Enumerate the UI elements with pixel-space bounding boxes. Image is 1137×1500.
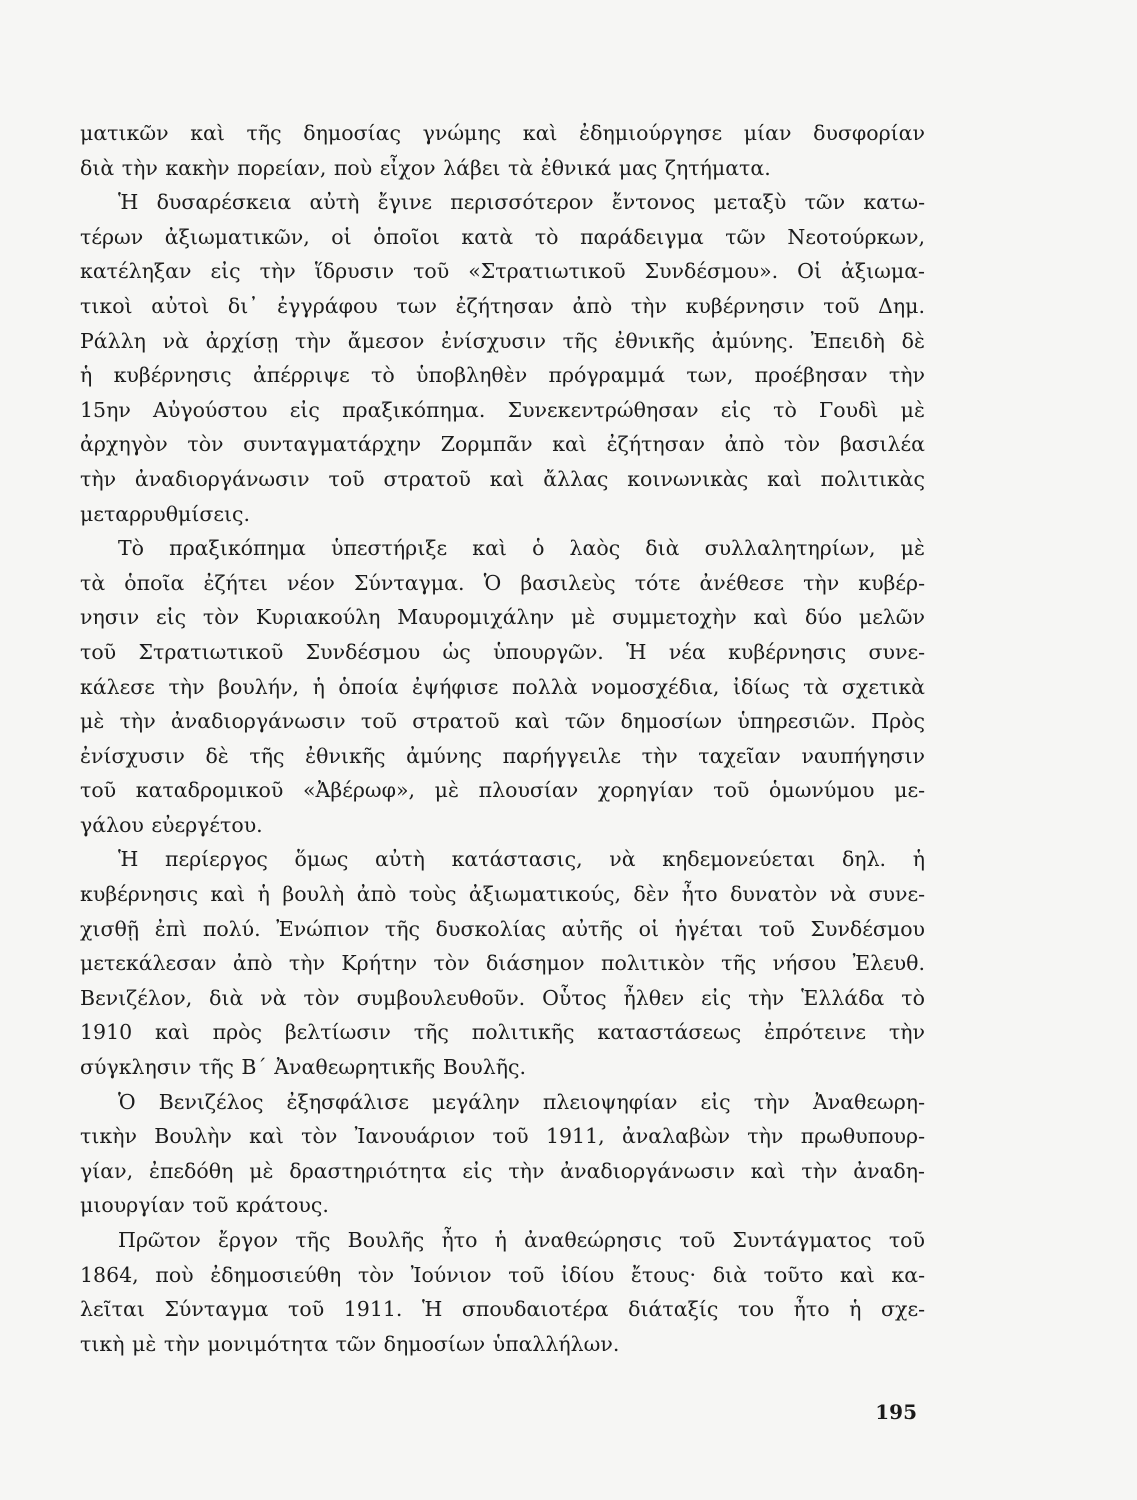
text-line: Ἡ δυσαρέσκεια αὐτὴ ἔγινε περισσότερον ἔντονος μεταξὺ τῶν κατω- [118,190,925,215]
text-line: τικὴ μὲ τὴν μονιμότητα τῶν δημοσίων ὑπαλλήλων. [80,1331,620,1356]
text-line: κυβέρνησις καὶ ἡ βουλὴ ἀπὸ τοὺς ἀξιωματικούς, δὲν ἦτο δυνατὸν νὰ συνε- [80,882,925,907]
text-line: Ράλλη νὰ ἀρχίσῃ τὴν ἄμεσον ἐνίσχυσιν τῆς ἐθνικῆς ἀμύνης. Ἐπειδὴ δὲ [80,328,925,353]
text-line: 1864, ποὺ ἐδημοσιεύθη τὸν Ἰούνιον τοῦ ἰδίου ἔτους· διὰ τοῦτο καὶ κα- [80,1262,925,1287]
paragraph [80,116,925,185]
text-line: γίαν, ἐπεδόθη μὲ δραστηριότητα εἰς τὴν ἀναδιοργάνωσιν καὶ τὴν ἀναδη- [80,1158,925,1183]
text-line: διὰ τὴν κακὴν πορείαν, ποὺ εἶχον λάβει τὰ ἐθνικά μας ζητήματα. [80,155,771,180]
paragraph [80,1223,925,1361]
text-line: Βενιζέλον, διὰ νὰ τὸν συμβουλευθοῦν. Οὗτος ἦλθεν εἰς τὴν Ἑλλάδα τὸ [80,985,925,1010]
text-line: Ἡ περίεργος ὅμως αὐτὴ κατάστασις, νὰ κηδεμονεύεται δηλ. ἡ [118,847,925,872]
text-line: μιουργίαν τοῦ κράτους. [80,1193,329,1218]
text-line: μεταρρυθμίσεις. [80,501,251,526]
text-line: Πρῶτον ἔργον τῆς Βουλῆς ἦτο ἡ ἀναθεώρησις τοῦ Συντάγματος τοῦ [118,1228,925,1252]
paragraph [80,842,925,1084]
text-line: 1910 καὶ πρὸς βελτίωσιν τῆς πολιτικῆς καταστάσεως ἐπρότεινε τὴν [80,1020,925,1045]
text-line: γάλου εὐεργέτου. [80,812,263,837]
text-line: τικὴν Βουλὴν καὶ τὸν Ἰανουάριον τοῦ 1911, ἀναλαβὼν τὴν πρωθυπουρ- [80,1124,925,1149]
body-text [80,116,925,1361]
text-line: λεῖται Σύνταγμα τοῦ 1911. Ἡ σπουδαιοτέρα διάταξίς του ἦτο ἡ σχε- [80,1297,925,1322]
text-line: ἀρχηγὸν τὸν συνταγματάρχην Ζορμπᾶν καὶ ἐζήτησαν ἀπὸ τὸν βασιλέα [80,432,925,457]
text-line: 15ην Αὐγούστου εἰς πραξικόπημα. Συνεκεντρώθησαν εἰς τὸ Γουδὶ μὲ [80,397,925,422]
text-line: ματικῶν καὶ τῆς δημοσίας γνώμης καὶ ἐδημιούργησε μίαν δυσφορίαν [80,121,925,145]
text-line: Ὁ Βενιζέλος ἐξησφάλισε μεγάλην πλειοψηφίαν εἰς τὴν Ἀναθεωρη- [118,1089,925,1114]
text-line: τοῦ Στρατιωτικοῦ Συνδέσμου ὡς ὑπουργῶν. Ἡ νέα κυβέρνησις συνε- [80,639,925,664]
text-line: χισθῇ ἐπὶ πολύ. Ἐνώπιον τῆς δυσκολίας αὐτῆς οἱ ἡγέται τοῦ Συνδέσμου [80,916,925,941]
text-line: σύγκλησιν τῆς Β΄ Ἀναθεωρητικῆς Βουλῆς. [80,1055,526,1080]
text-line: τέρων ἀξιωματικῶν, οἱ ὁποῖοι κατὰ τὸ παράδειγμα τῶν Νεοτούρκων, [80,224,925,249]
paragraph [80,1085,925,1223]
paragraph [80,531,925,842]
text-line: ἡ κυβέρνησις ἀπέρριψε τὸ ὑποβληθὲν πρόγραμμά των, προέβησαν τὴν [80,363,925,388]
text-line: τοῦ καταδρομικοῦ «Ἀβέρωφ», μὲ πλουσίαν χορηγίαν τοῦ ὁμωνύμου με- [80,778,925,803]
paragraph [80,185,925,531]
text-line: ἐνίσχυσιν δὲ τῆς ἐθνικῆς ἀμύνης παρήγγειλε τὴν ταχεῖαν ναυπήγησιν [80,743,925,768]
page-number: 195 [875,1400,917,1424]
text-line: τικοὶ αὐτοὶ δι᾿ ἐγγράφου των ἐζήτησαν ἀπὸ τὴν κυβέρνησιν τοῦ Δημ. [80,293,925,318]
text-line: μὲ τὴν ἀναδιοργάνωσιν τοῦ στρατοῦ καὶ τῶν δημοσίων ὑπηρεσιῶν. Πρὸς [80,709,925,734]
text-line: τὰ ὁποῖα ἐζήτει νέον Σύνταγμα. Ὁ βασιλεὺς τότε ἀνέθεσε τὴν κυβέρ- [80,570,925,595]
text-line: τὴν ἀναδιοργάνωσιν τοῦ στρατοῦ καὶ ἄλλας κοινωνικὰς καὶ πολιτικὰς [80,466,925,491]
text-line: Τὸ πραξικόπημα ὑπεστήριξε καὶ ὁ λαὸς διὰ συλλαλητηρίων, μὲ [118,536,925,561]
text-line: νησιν εἰς τὸν Κυριακούλη Μαυρομιχάλην μὲ συμμετοχὴν καὶ δύο μελῶν [80,605,925,630]
text-line: κατέληξαν εἰς τὴν ἵδρυσιν τοῦ «Στρατιωτικοῦ Συνδέσμου». Οἱ ἀξιωμα- [80,259,925,284]
text-line: κάλεσε τὴν βουλήν, ἡ ὁποία ἐψήφισε πολλὰ νομοσχέδια, ἰδίως τὰ σχετικὰ [80,674,925,699]
text-line: μετεκάλεσαν ἀπὸ τὴν Κρήτην τὸν διάσημον πολιτικὸν τῆς νήσου Ἐλευθ. [80,951,925,976]
